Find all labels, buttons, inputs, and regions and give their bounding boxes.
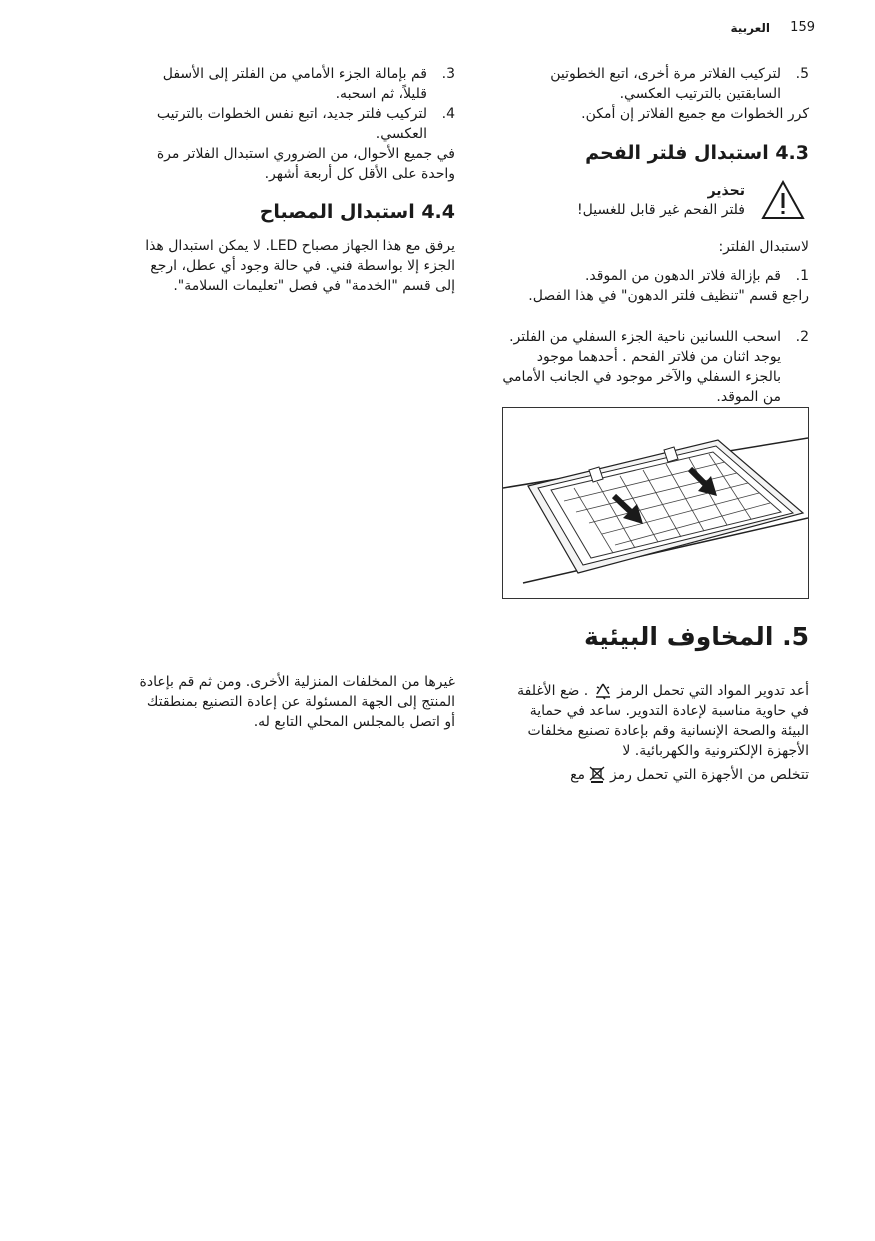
step-2-number: 2. bbox=[795, 329, 809, 345]
replace-intro: لاستبدال الفلتر: bbox=[718, 239, 809, 255]
repeat-note: كرر الخطوات مع جميع الفلاتر إن أمكن. bbox=[581, 106, 809, 122]
recycle-text-post: . ضع الأغلفة في حاوية مناسبة لإعادة التدوير. ساعد في حماية البيئة والصحة الإنسانية وقم بإعادة تصنيع مخلفات الأجهزة الإلكترونية والكهربائية. لا bbox=[517, 683, 809, 759]
section-4-4-title: 4.4 استبدال المصباح bbox=[259, 201, 455, 223]
recycle-icon bbox=[593, 682, 613, 700]
step-1 bbox=[499, 266, 809, 306]
dispose-text-post: مع bbox=[570, 767, 586, 783]
warning-title: تحذير bbox=[707, 183, 745, 199]
filter-illustration bbox=[502, 407, 809, 599]
step-1-note: راجع قسم "تنظيف فلتر الدهون" في هذا الفصل. bbox=[528, 288, 809, 304]
lamp-text: يرفق مع هذا الجهاز مصباح LED. لا يمكن استبدال هذا الجزء إلا بواسطة فني. في حالة وجود أي عطل، ارجع إلى قسم "الخدمة" في فصل "تعليمات السلامة". bbox=[145, 238, 455, 294]
step-5-text: لتركيب الفلاتر مرة أخرى، اتبع الخطوتين السابقتين بالترتيب العكسي. bbox=[550, 66, 781, 102]
step-2 bbox=[499, 327, 809, 407]
section-4-3-title: 4.3 استبدال فلتر الفحم bbox=[585, 142, 809, 164]
filter-replacement-note: في جميع الأحوال، من الضروري استبدال الفلاتر مرة واحدة على الأقل كل أربعة أشهر. bbox=[156, 146, 455, 182]
crossed-bin-icon bbox=[589, 766, 605, 784]
step-4-number: 4. bbox=[441, 106, 455, 122]
section-5-title: 5. المخاوف البيئية bbox=[584, 622, 809, 651]
warning-text: فلتر الفحم غير قابل للغسيل! bbox=[577, 202, 745, 218]
step-2-text: اسحب اللسانين ناحية الجزء السفلي من الفلتر. يوجد اثنان من فلاتر الفحم . أحدهما موجود بالجزء السفلي والآخر موجود في الجانب الأمامي من الموقد. bbox=[502, 329, 781, 405]
warning-triangle-icon bbox=[761, 180, 805, 220]
header-language: العربية bbox=[730, 21, 770, 35]
recycle-text bbox=[499, 681, 809, 761]
step-4 bbox=[135, 104, 455, 144]
filter-drawing bbox=[503, 408, 808, 598]
dispose-text-pre: تتخلص من الأجهزة التي تحمل رمز bbox=[609, 767, 809, 783]
recycle-text-pre: أعد تدوير المواد التي تحمل الرمز bbox=[617, 683, 809, 699]
page-number: 159 bbox=[790, 20, 815, 35]
warning-block bbox=[485, 182, 745, 220]
disposal-continuation: غيرها من المخلفات المنزلية الأخرى. ومن ثم قم بإعادة المنتج إلى الجهة المسئولة عن إعادة التصنيع بمنطقتك أو اتصل بالمجلس المحلي التابع له. bbox=[139, 674, 455, 730]
step-1-number: 1. bbox=[795, 268, 809, 284]
step-3-number: 3. bbox=[441, 66, 455, 82]
step-5 bbox=[499, 64, 809, 104]
step-4-text: لتركيب فلتر جديد، اتبع نفس الخطوات بالترتيب العكسي. bbox=[156, 106, 427, 142]
step-1-text: قم بإزالة فلاتر الدهون من الموقد. bbox=[584, 268, 781, 284]
step-3-text: قم بإمالة الجزء الأمامي من الفلتر إلى الأسفل قليلاً، ثم اسحبه. bbox=[162, 66, 427, 102]
dispose-text bbox=[499, 765, 809, 785]
step-5-number: 5. bbox=[795, 66, 809, 82]
step-3 bbox=[135, 64, 455, 104]
